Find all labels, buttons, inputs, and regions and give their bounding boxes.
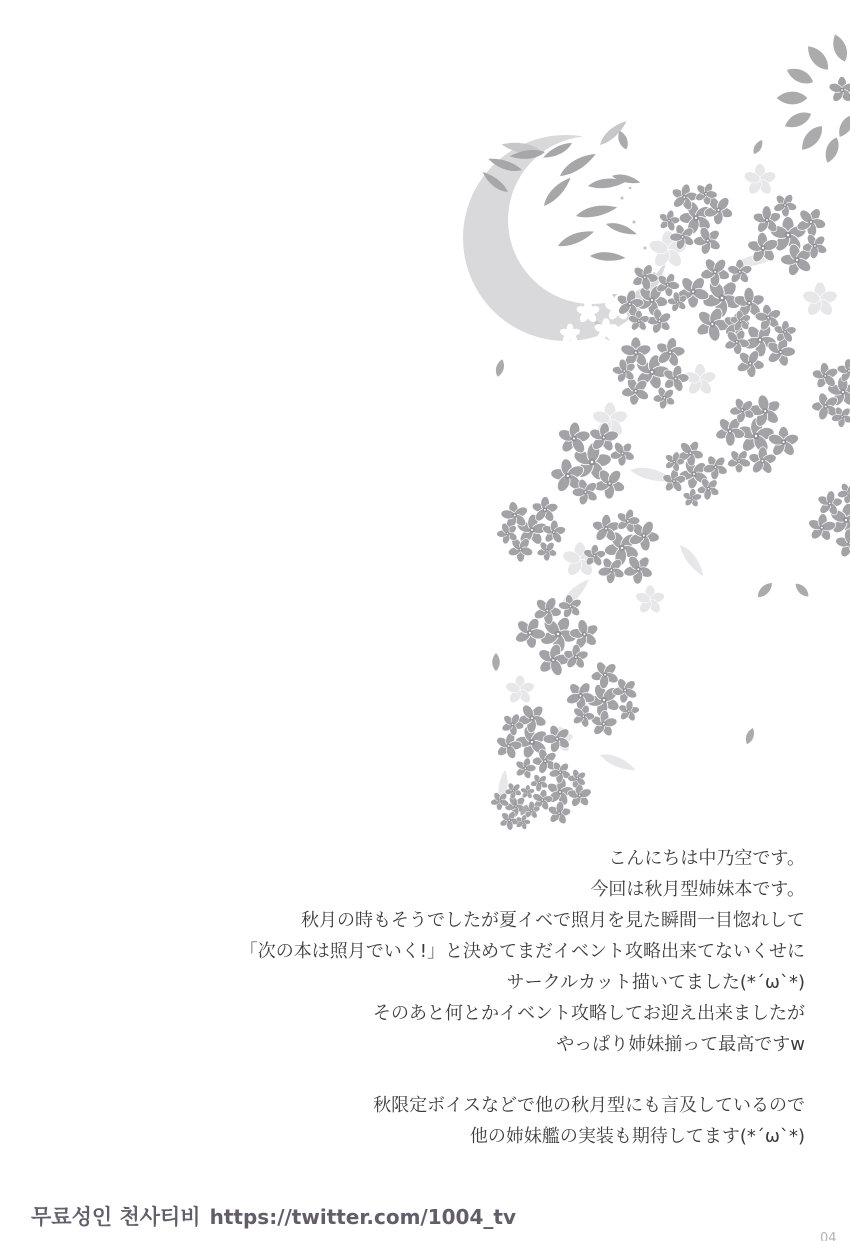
afterword-line-4: 「次の本は照月でいく!」と決めてまだイベント攻略出来てないくせに: [239, 941, 805, 962]
afterword-line-3: 秋月の時もそうでしたが夏イベで照月を見た瞬間一目惚れして: [301, 910, 805, 931]
afterword-line-2: 今回は秋月型姉妹本です。: [590, 879, 805, 900]
watermark-site-name: 무료성인 천사티비: [31, 1205, 201, 1229]
afterword-paragraph-2: [165, 1090, 805, 1152]
afterword-line-9: 他の姉妹艦の実装も期待してます(*´ω`*): [469, 1126, 805, 1147]
page-number: 04: [820, 1231, 837, 1241]
afterword-paragraph-1: [165, 843, 805, 1060]
afterword-line-5: サークルカット描いてました(*´ω`*): [506, 972, 805, 993]
afterword-line-1: こんにちは中乃空です。: [608, 848, 805, 869]
afterword-text: [165, 843, 805, 1152]
afterword-line-8: 秋限定ボイスなどで他の秋月型にも言及しているので: [373, 1095, 805, 1116]
watermark-url: https://twitter.com/1004_tv: [209, 1205, 516, 1229]
afterword-line-6: そのあと何とかイベント攻略してお迎え出来ましたが: [373, 1003, 805, 1024]
watermark: [31, 1201, 516, 1231]
corner-blossom-wreath: [777, 32, 850, 164]
afterword-line-7: やっぱり姉妹揃って最高ですw: [556, 1034, 805, 1055]
